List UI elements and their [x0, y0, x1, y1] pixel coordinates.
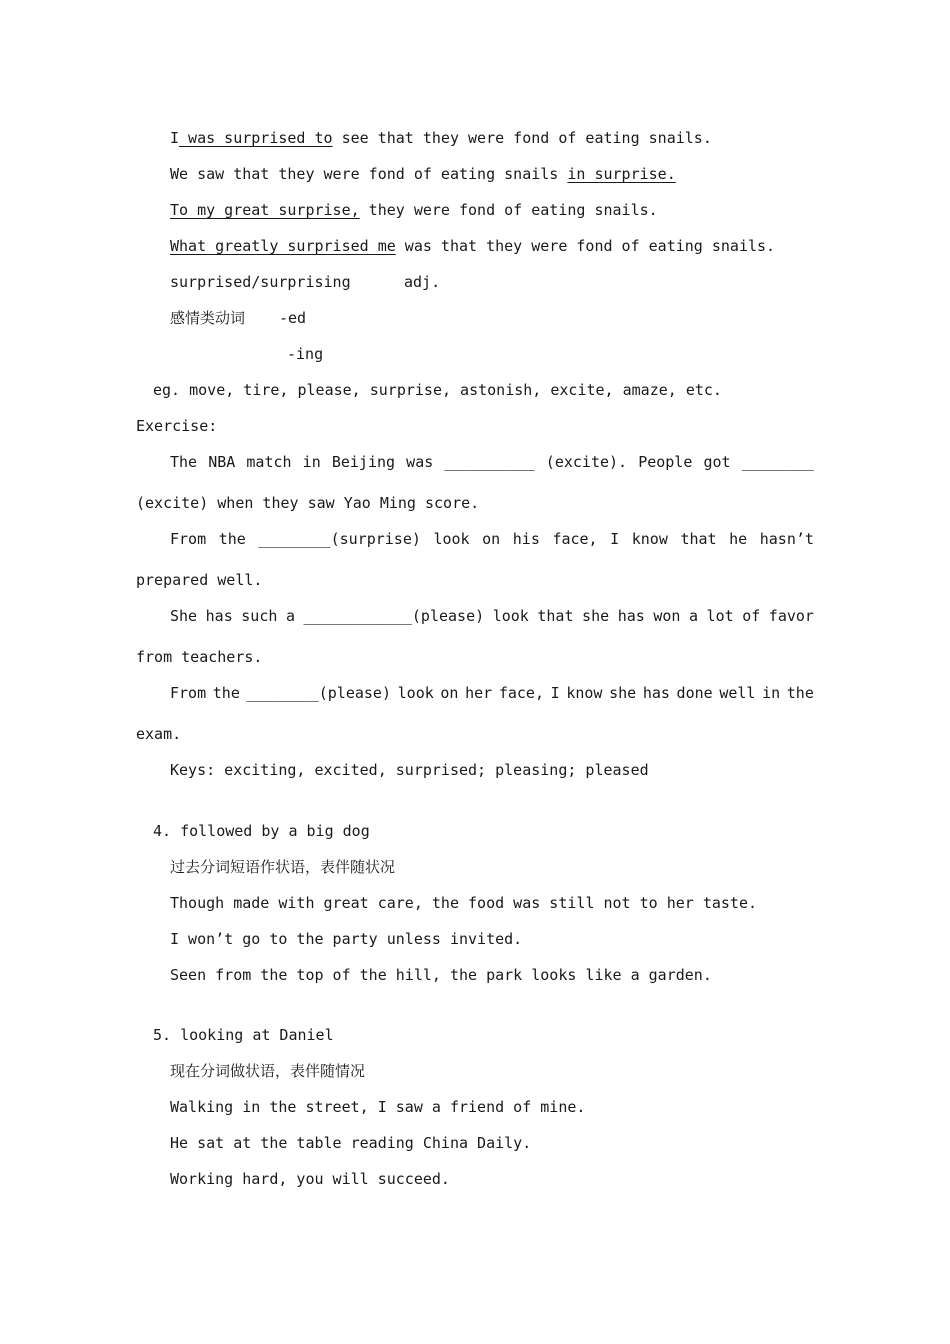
- exercise-word: done: [676, 684, 713, 702]
- exercise-word: hasn’t: [759, 530, 814, 548]
- exercise-heading: Exercise:: [136, 417, 218, 435]
- exercise-word: the: [786, 684, 814, 702]
- section-4-heading: 4. followed by a big dog: [153, 822, 370, 840]
- section-4-example: Seen from the top of the hill, the park looks like a garden.: [170, 966, 712, 984]
- exercise-word: ________(please): [246, 684, 391, 702]
- exercise-word: face,: [498, 684, 544, 702]
- example-sentence-4: [170, 236, 775, 256]
- exercise-word: I: [610, 530, 620, 548]
- section-4-example: Though made with great care, the food was still not to her taste.: [170, 894, 757, 912]
- part-of-speech-tag: adj.: [404, 273, 441, 291]
- exercise-word: face,: [552, 530, 598, 548]
- exercise-question-1-continuation: (excite) when they saw Yao Ming score.: [136, 494, 480, 512]
- exercise-word: a: [688, 607, 698, 625]
- exercise-word: From: [170, 684, 207, 702]
- example-sentence-1: [170, 128, 712, 148]
- example-sentence-2: [170, 164, 676, 184]
- sentence-text: see that they were fond of eating snails.: [332, 129, 712, 147]
- exercise-word: I: [550, 684, 560, 702]
- exercise-word: won: [653, 607, 681, 625]
- exercise-word: well: [719, 684, 756, 702]
- sentence-text: We saw that they were fond of eating snails: [170, 165, 568, 183]
- exercise-question-3: [170, 606, 814, 626]
- exercise-word: look: [397, 684, 434, 702]
- exercise-word: People: [638, 453, 693, 471]
- exercise-word: know: [566, 684, 603, 702]
- exercise-word: a: [285, 607, 295, 625]
- exercise-word: that: [680, 530, 717, 548]
- exercise-question-4: [170, 683, 814, 703]
- exercise-word: in: [762, 684, 781, 702]
- exercise-word: on: [482, 530, 501, 548]
- exercise-word: of: [742, 607, 761, 625]
- exercise-word: his: [512, 530, 540, 548]
- underlined-phrase: was surprised to: [179, 129, 333, 147]
- exercise-word: has: [205, 607, 233, 625]
- exercise-question-2-continuation: prepared well.: [136, 571, 263, 589]
- exercise-word: such: [241, 607, 278, 625]
- answer-keys: Keys: exciting, excited, surprised; pleasing; pleased: [170, 761, 649, 779]
- exercise-question-1: [170, 452, 814, 472]
- suffix-ing: -ing: [287, 345, 324, 363]
- exercise-word: know: [631, 530, 668, 548]
- section-5-subtitle: 现在分词做状语，表伴随情况: [170, 1062, 366, 1080]
- exercise-word: that: [537, 607, 574, 625]
- sentence-text: they were fond of eating snails.: [359, 201, 658, 219]
- exercise-word: was: [406, 453, 434, 471]
- exercise-question-3-continuation: from teachers.: [136, 648, 263, 666]
- exercise-word: (excite).: [545, 453, 628, 471]
- exercise-word: ____________(please): [303, 607, 485, 625]
- underlined-phrase: To my great surprise,: [170, 201, 360, 219]
- exercise-word: in: [302, 453, 321, 471]
- suffix-ed: -ed: [279, 309, 307, 327]
- exercise-word: has: [617, 607, 645, 625]
- exercise-word: ________: [741, 453, 814, 471]
- exercise-word: Beijing: [331, 453, 396, 471]
- exercise-word: NBA: [208, 453, 236, 471]
- adjective-forms: surprised/surprising: [170, 273, 351, 291]
- exercise-word: The: [170, 453, 198, 471]
- example-verbs-line: eg. move, tire, please, surprise, astonish, excite, amaze, etc.: [153, 381, 722, 399]
- sentence-text: I: [170, 129, 180, 147]
- section-5-example: Walking in the street, I saw a friend of mine.: [170, 1098, 586, 1116]
- exercise-word: got: [703, 453, 731, 471]
- exercise-word: the: [218, 530, 246, 548]
- underlined-phrase: What greatly surprised me: [170, 237, 396, 255]
- exercise-word: ________(surprise): [258, 530, 421, 548]
- section-4-subtitle: 过去分词短语作状语，表伴随状况: [170, 858, 396, 876]
- sentence-text: was that they were fond of eating snails.: [395, 237, 776, 255]
- exercise-word: __________: [444, 453, 535, 471]
- exercise-word: her: [465, 684, 493, 702]
- section-5-example: Working hard, you will succeed.: [170, 1170, 450, 1188]
- exercise-word: look: [492, 607, 529, 625]
- exercise-word: on: [440, 684, 459, 702]
- section-5-example: He sat at the table reading China Daily.: [170, 1134, 532, 1152]
- underlined-phrase: in surprise.: [567, 165, 676, 183]
- exercise-word: look: [433, 530, 470, 548]
- exercise-word: has: [642, 684, 670, 702]
- example-sentence-3: [170, 200, 658, 220]
- exercise-word: lot: [706, 607, 734, 625]
- exercise-question-4-continuation: exam.: [136, 725, 182, 743]
- section-5-heading: 5. looking at Daniel: [153, 1026, 334, 1044]
- exercise-word: match: [246, 453, 292, 471]
- exercise-word: she: [582, 607, 610, 625]
- exercise-word: She: [170, 607, 198, 625]
- section-4-example: I won’t go to the party unless invited.: [170, 930, 523, 948]
- emotion-verbs-label: 感情类动词: [170, 309, 246, 327]
- exercise-word: favor: [768, 607, 814, 625]
- exercise-word: From: [170, 530, 207, 548]
- exercise-word: the: [212, 684, 240, 702]
- exercise-word: he: [729, 530, 748, 548]
- exercise-question-2: [170, 529, 814, 549]
- exercise-word: she: [609, 684, 637, 702]
